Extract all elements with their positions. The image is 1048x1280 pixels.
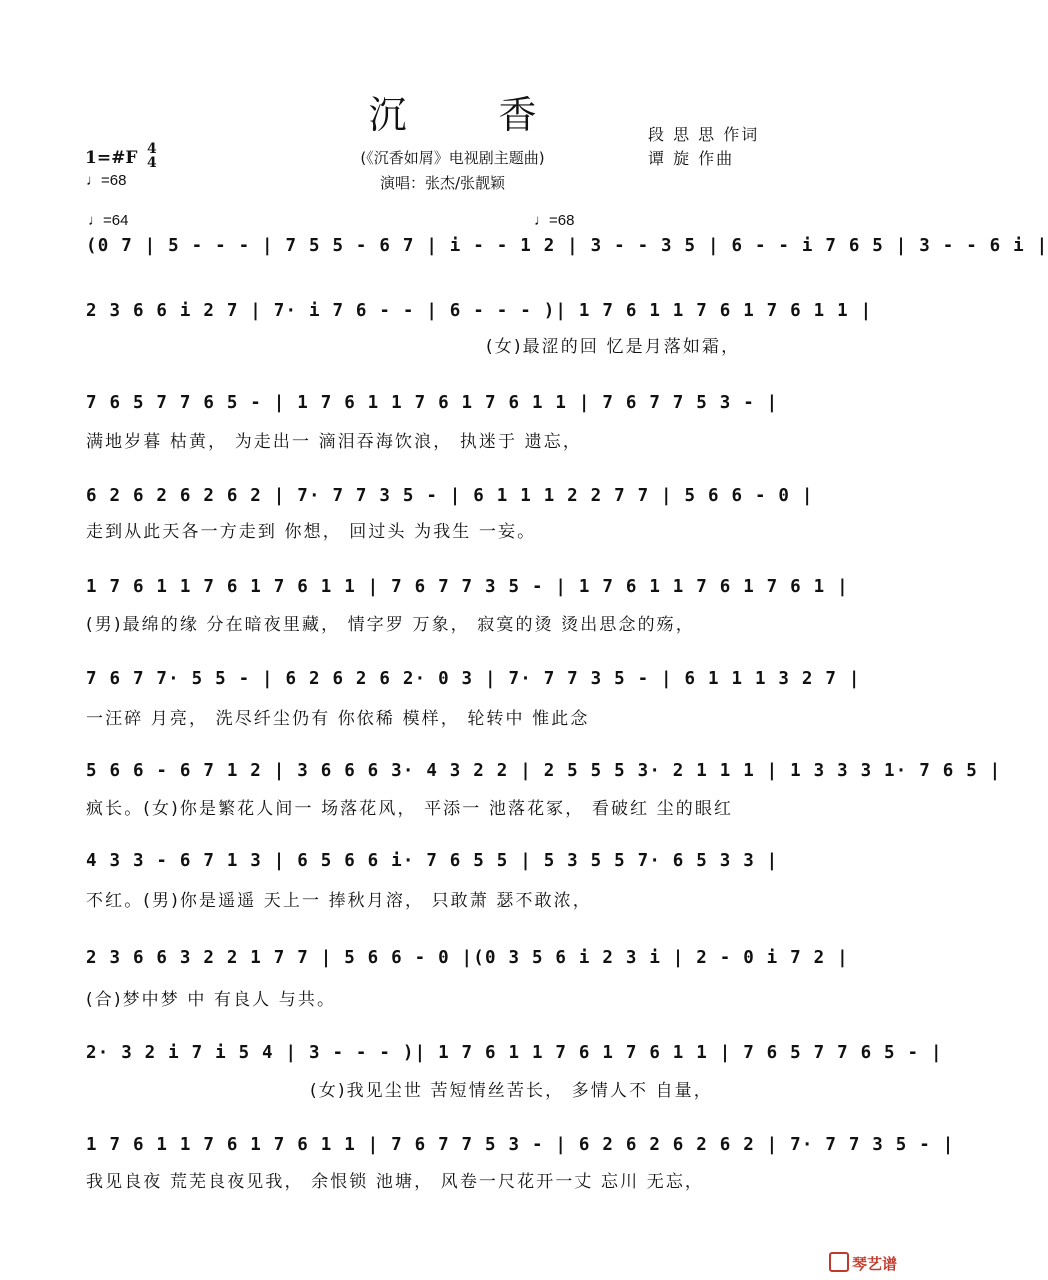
notation-line-11: 1 7 6 1 1 7 6 1 7 6 1 1 | 7 6 7 7 5 3 - | 6 2 6 2 6 2 6 2 | 7· 7 7 3 5 - | [86,1135,955,1155]
lyric-line-2: (女)最涩的回 忆是月落如霜， [486,337,741,357]
logo-icon [829,1252,849,1272]
singers: 演唱：张杰/张靓颖 [380,174,506,192]
notation-line-10: 2· 3 2 i 7 i 5 4 | 3 - - - )| 1 7 6 1 1 7 6 1 7 6 1 1 | 7 6 5 7 7 6 5 - | [86,1043,943,1063]
song-subtitle: (《沉香如屑》电视剧主题曲) [360,149,545,167]
lyric-line-3: 满地岁暮 枯黄， 为走出一 滴泪吞海饮浪， 执迷于 遗忘， [86,432,582,452]
notation-line-8: 4 3 3 - 6 7 1 3 | 6 5 6 6 i· 7 6 5 5 | 5 3 5 5 7· 6 5 3 3 | [86,851,779,871]
notation-line-7: 5 6 6 - 6 7 1 2 | 3 6 6 6 3· 4 3 2 2 | 2 5 5 5 3· 2 1 1 1 | 1 3 3 3 1· 7 6 5 | [86,761,1002,781]
key-signature: 1=#F [85,148,138,168]
time-signature-top: 4 [147,141,157,157]
lyric-line-9: (合)梦中梦 中 有良人 与共。 [86,990,337,1010]
notation-line-4: 6 2 6 2 6 2 6 2 | 7· 7 7 3 5 - | 6 1 1 1 2 2 7 7 | 5 6 6 - 0 | [86,486,814,506]
notation-line-2: 2 3 6 6 i 2 7 | 7· i 7 6 - - | 6 - - - )| 1 7 6 1 1 7 6 1 7 6 1 1 | [86,301,873,321]
lyric-line-7: 疯长。(女)你是繁花人间一 场落花风， 平添一 池落花冢， 看破红 尘的眼红 [86,799,734,819]
notation-line-6: 7 6 7 7· 5 5 - | 6 2 6 2 6 2· 0 3 | 7· 7 7 3 5 - | 6 1 1 1 3 2 7 | [86,669,861,689]
notation-line-9: 2 3 6 6 3 2 2 1 7 7 | 5 6 6 - 0 |(0 3 5 6 i 2 3 i | 2 - 0 i 7 2 | [86,948,849,968]
composer-credit: 谭 旋 作曲 [648,149,735,168]
notation-line-1: (0 7 | 5 - - - | 7 5 5 - 6 7 | i - - 1 2 | 3 - - 3 5 | 6 - - i 7 6 5 | 3 - - 6 i | [86,236,1048,256]
lyric-line-8: 不红。(男)你是遥遥 天上一 捧秋月溶， 只敢萧 瑟不敢浓， [86,891,592,911]
lyric-line-11: 我见良夜 荒芜良夜见我， 余恨锁 池塘， 风卷一尺花开一丈 忘川 无忘， [86,1172,705,1192]
notation-line-3: 7 6 5 7 7 6 5 - | 1 7 6 1 1 7 6 1 7 6 1 1 | 7 6 7 7 5 3 - | [86,393,779,413]
song-title: 沉 香 [368,93,577,137]
watermark-logo [829,1252,897,1274]
notation-line-5: 1 7 6 1 1 7 6 1 7 6 1 1 | 7 6 7 7 3 5 - | 1 7 6 1 1 7 6 1 7 6 1 | [86,577,849,597]
lyricist-credit: 段 思 思 作词 [648,125,760,144]
lyric-line-5: (男)最绵的缘 分在暗夜里藏， 情字罗 万象， 寂寞的烫 烫出思念的殇， [86,615,695,635]
tempo-change-1: ♩=64 [88,212,129,229]
watermark-text: 琴艺谱 [851,1255,897,1273]
tempo-change-2: ♩=68 [534,212,575,229]
tempo-marking: ♩=68 [86,172,127,189]
time-signature-bottom: 4 [147,155,157,171]
lyric-line-4: 走到从此天各一方走到 你想， 回过头 为我生 一妄。 [86,522,537,542]
lyric-line-6: 一汪碎 月亮， 洗尽纤尘仍有 你依稀 模样， 轮转中 惟此念 [86,709,590,729]
time-signature [147,142,157,170]
lyric-line-10: (女)我见尘世 苦短情丝苦长， 多情人不 自量， [310,1081,713,1101]
